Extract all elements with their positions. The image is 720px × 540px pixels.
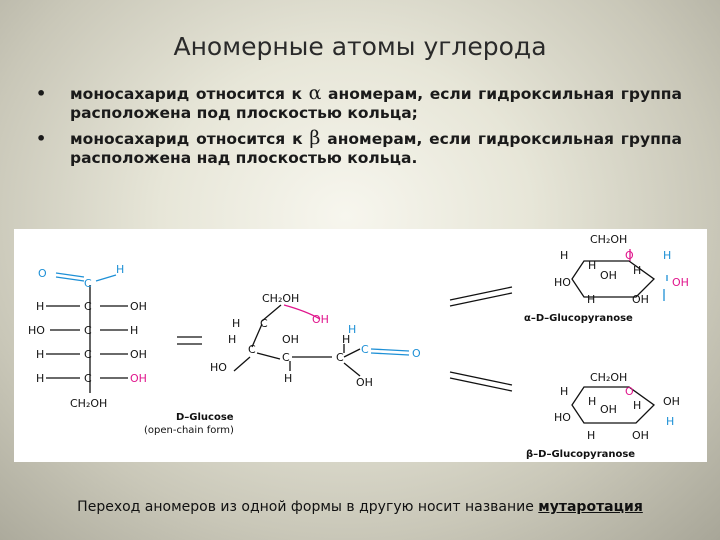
c5-oh-label: OH	[130, 372, 147, 385]
alpha-c3-h-label: H	[587, 293, 596, 306]
beta-ch2oh-label: CH₂OH	[590, 371, 628, 384]
c5-label: C	[84, 372, 92, 385]
c2-h-label: H	[36, 300, 45, 313]
alpha-ring-o-label: O	[625, 249, 634, 262]
c3-label: C	[84, 324, 92, 337]
c5-h-label: H	[36, 372, 45, 385]
open-chain-name: D–Glucose	[176, 412, 234, 423]
beta-c3-oh-label: OH	[600, 403, 617, 416]
alpha-c1-oh-label: OH	[672, 276, 689, 289]
beta-symbol: β	[309, 127, 321, 149]
c2-oh-label: OH	[130, 300, 147, 313]
bullet-alpha-text-end: аномерам, если гидроксильная группа расположена под плоскостью кольца;	[70, 85, 682, 122]
mid-c2-h-label: H	[342, 333, 351, 346]
mid-c5-h-label: H	[232, 317, 241, 330]
bullet-beta	[34, 129, 682, 168]
carbonyl-o-label: O	[38, 267, 47, 280]
mid-carbonyl-o-label: O	[412, 347, 421, 360]
beta-c4-ho-label: HO	[554, 411, 571, 424]
mid-c3-label: C	[282, 351, 290, 364]
mid-c3-h-label: H	[284, 372, 293, 385]
alpha-c2-oh-label: OH	[632, 293, 649, 306]
mid-c2-oh-label: OH	[356, 376, 373, 389]
mid-c4-h-label: H	[228, 333, 237, 346]
mutarotation-term: мутаротация	[538, 499, 643, 515]
carbonyl-c-label: C	[84, 277, 92, 290]
mid-c1-h-label: H	[348, 323, 357, 336]
bullet-beta-text-end: аномерам, если гидроксильная группа расположена над плоскостью кольца.	[70, 130, 682, 167]
c4-oh-label: OH	[130, 348, 147, 361]
beta-c2-h-label: H	[633, 399, 642, 412]
alpha-symbol: α	[308, 82, 322, 104]
beta-c4-h-label: H	[588, 395, 597, 408]
bullet-alpha-text-start: моносахарид относится к	[70, 85, 309, 103]
beta-c1-h-label: H	[666, 415, 675, 428]
alpha-c2-h-label: H	[633, 264, 642, 277]
c4-label: C	[84, 348, 92, 361]
mid-c3-oh-label: OH	[282, 333, 299, 346]
alpha-ch2oh-label: CH₂OH	[590, 233, 628, 246]
mid-oh-magenta-label: OH	[312, 313, 329, 326]
beta-c1-oh-label: OH	[663, 395, 680, 408]
alpha-c1-h-label: H	[663, 249, 672, 262]
mid-c4-ho-label: HO	[210, 361, 227, 374]
bullet-dot-icon: •	[36, 129, 47, 148]
beta-c2-oh-label: OH	[632, 429, 649, 442]
beta-ring-o-label: O	[625, 385, 634, 398]
alpha-c4-ho-label: HO	[554, 276, 571, 289]
c6-ch2oh-label: CH₂OH	[70, 397, 108, 410]
open-chain-note: (open-chain form)	[144, 425, 234, 436]
mid-ch2oh-label: CH₂OH	[262, 292, 300, 305]
mid-c5-label: C	[260, 317, 268, 330]
bullet-list	[34, 84, 682, 174]
alpha-c3-oh-label: OH	[600, 269, 617, 282]
aldehyde-h-label: H	[116, 263, 125, 276]
glucose-structures-figure	[14, 229, 707, 462]
footer-note	[0, 499, 720, 515]
slide-title: Аномерные атомы углерода	[173, 32, 547, 61]
alpha-c4-h-label: H	[588, 259, 597, 272]
c3-ho-label: HO	[28, 324, 45, 337]
mid-c4-label: C	[248, 343, 256, 356]
c3-h-label: H	[130, 324, 139, 337]
bullet-dot-icon: •	[36, 84, 47, 103]
alpha-name: α–D–Glucopyranose	[524, 313, 633, 324]
beta-c5-h-label: H	[560, 385, 569, 398]
c4-h-label: H	[36, 348, 45, 361]
bullet-alpha	[34, 84, 682, 123]
glucose-structures-diagram	[14, 229, 707, 462]
mid-c1-label: C	[361, 343, 369, 356]
mid-c2-label: C	[336, 351, 344, 364]
beta-c3-h-label: H	[587, 429, 596, 442]
bullet-beta-text-start: моносахарид относится к	[70, 130, 310, 148]
footer-text: Переход аномеров из одной формы в другую носит название	[77, 499, 539, 515]
alpha-c5-h-label: H	[560, 249, 569, 262]
beta-name: β–D–Glucopyranose	[526, 449, 636, 460]
c2-label: C	[84, 300, 92, 313]
